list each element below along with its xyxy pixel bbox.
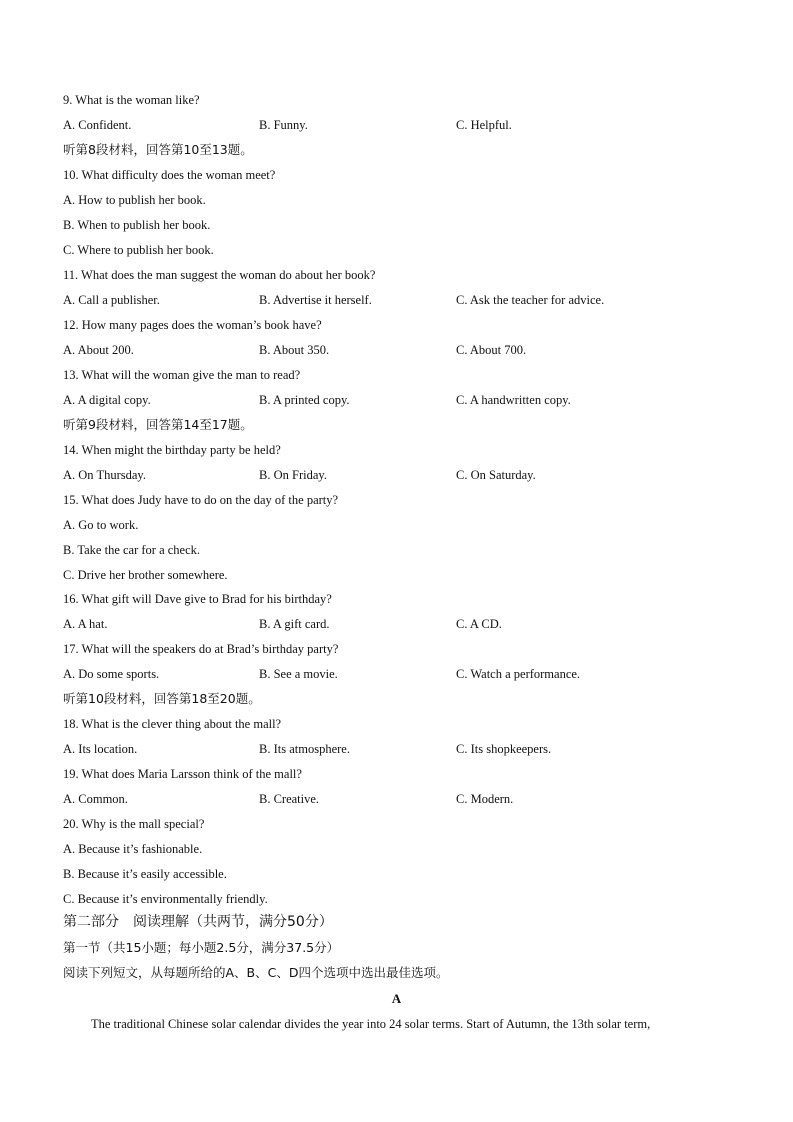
- question-14-stem: 14. When might the birthday party be held?: [63, 443, 281, 457]
- section-9-instruction: 听第9段材料，回答第14至17题。: [63, 417, 253, 432]
- question-9-option-b: B. Funny.: [259, 118, 308, 132]
- question-13-option-c: C. A handwritten copy.: [456, 393, 571, 407]
- question-20-stem: 20. Why is the mall special?: [63, 817, 205, 831]
- question-10-option-b: B. When to publish her book.: [63, 218, 211, 232]
- question-17-option-c: C. Watch a performance.: [456, 667, 581, 681]
- question-17-option-a: A. Do some sports.: [63, 667, 160, 681]
- question-9-stem: 9. What is the woman like?: [63, 93, 200, 107]
- question-15-option-a: A. Go to work.: [63, 518, 139, 532]
- section-8-instruction: 听第8段材料，回答第10至13题。: [63, 142, 253, 157]
- question-12-option-c: C. About 700.: [456, 343, 527, 357]
- part-2-heading: 第二部分 阅读理解（共两节，满分50分）: [63, 914, 333, 930]
- question-13-option-b: B. A printed copy.: [259, 393, 350, 407]
- question-16-option-b: B. A gift card.: [259, 617, 330, 631]
- question-15-option-c: C. Drive her brother somewhere.: [63, 568, 228, 582]
- question-14-option-c: C. On Saturday.: [456, 468, 536, 482]
- question-16-option-a: A. A hat.: [63, 617, 108, 631]
- question-20-option-c: C. Because it’s environmentally friendly.: [63, 892, 268, 906]
- question-13-stem: 13. What will the woman give the man to read?: [63, 368, 301, 382]
- question-18-option-c: C. Its shopkeepers.: [456, 742, 552, 756]
- question-19-option-a: A. Common.: [63, 792, 128, 806]
- question-17-stem: 17. What will the speakers do at Brad’s birthday party?: [63, 642, 339, 656]
- section-10-instruction: 听第10段材料，回答第18至20题。: [63, 691, 261, 706]
- question-17-option-b: B. See a movie.: [259, 667, 338, 681]
- question-18-stem: 18. What is the clever thing about the mall?: [63, 717, 282, 731]
- question-20-option-a: A. Because it’s fashionable.: [63, 842, 203, 856]
- passage-first-line: The traditional Chinese solar calendar divides the year into 24 solar terms. Start of Autumn, the 13th solar term,: [91, 1017, 651, 1031]
- question-19-stem: 19. What does Maria Larsson think of the mall?: [63, 767, 302, 781]
- question-12-stem: 12. How many pages does the woman’s book have?: [63, 318, 322, 332]
- question-11-stem: 11. What does the man suggest the woman do about her book?: [63, 268, 376, 282]
- question-9-option-a: A. Confident.: [63, 118, 132, 132]
- question-10-option-c: C. Where to publish her book.: [63, 243, 214, 257]
- question-12-option-a: A. About 200.: [63, 343, 134, 357]
- question-14-option-b: B. On Friday.: [259, 468, 327, 482]
- question-10-stem: 10. What difficulty does the woman meet?: [63, 168, 276, 182]
- question-11-option-b: B. Advertise it herself.: [259, 293, 372, 307]
- question-9-option-c: C. Helpful.: [456, 118, 512, 132]
- reading-instructions: 阅读下列短文，从每题所给的A、B、C、D四个选项中选出最佳选项。: [63, 965, 449, 980]
- passage-label: A: [391, 991, 402, 1006]
- question-10-option-a: A. How to publish her book.: [63, 193, 206, 207]
- question-12-option-b: B. About 350.: [259, 343, 330, 357]
- question-20-option-b: B. Because it’s easily accessible.: [63, 867, 227, 881]
- question-16-option-c: C. A CD.: [456, 617, 502, 631]
- question-18-option-b: B. Its atmosphere.: [259, 742, 350, 756]
- question-18-option-a: A. Its location.: [63, 742, 138, 756]
- question-16-stem: 16. What gift will Dave give to Brad for his birthday?: [63, 592, 332, 606]
- question-15-stem: 15. What does Judy have to do on the day of the party?: [63, 493, 339, 507]
- question-19-option-c: C. Modern.: [456, 792, 514, 806]
- question-19-option-b: B. Creative.: [259, 792, 320, 806]
- question-11-option-c: C. Ask the teacher for advice.: [456, 293, 605, 307]
- question-14-option-a: A. On Thursday.: [63, 468, 146, 482]
- section-1-heading: 第一节（共15小题；每小题2.5分，满分37.5分）: [63, 940, 340, 955]
- question-15-option-b: B. Take the car for a check.: [63, 543, 201, 557]
- question-13-option-a: A. A digital copy.: [63, 393, 151, 407]
- question-11-option-a: A. Call a publisher.: [63, 293, 160, 307]
